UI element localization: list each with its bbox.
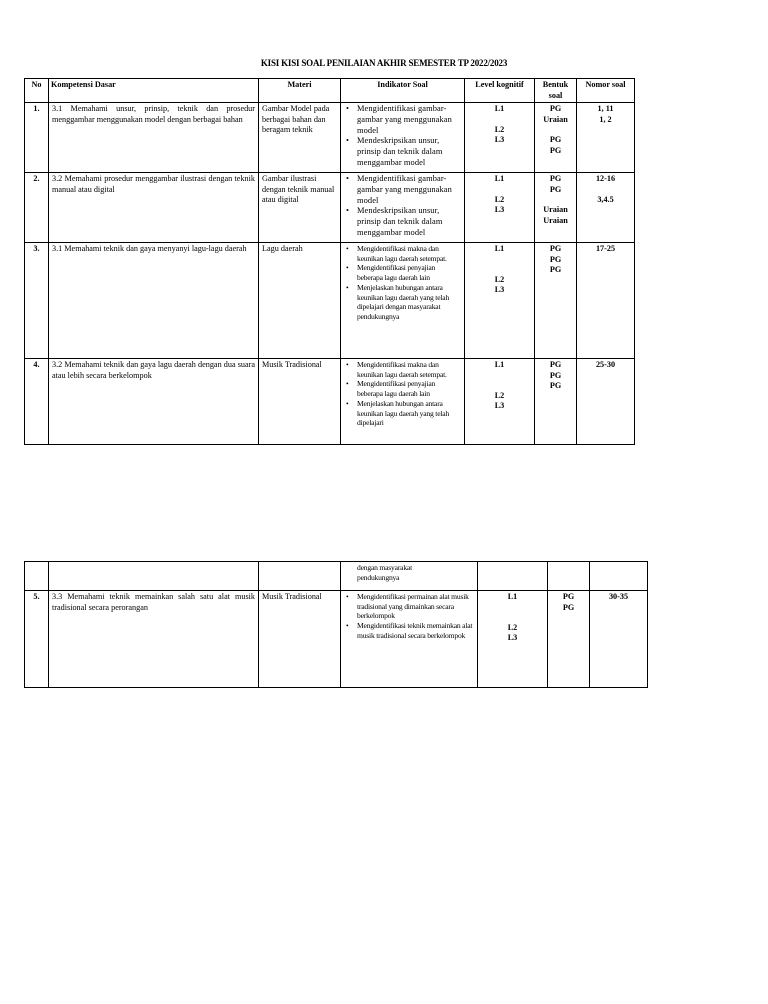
- bentuk-item: PG: [562, 592, 575, 601]
- indikator-item: • Menjelaskan hubungan antara keunikan lagu daerah yang telah dipelajari: [344, 399, 461, 428]
- indikator-item: • Mengidentifikasi teknik memainkan alat musik tradisional secara berkelompok: [344, 621, 474, 640]
- level-kognitif: [465, 243, 535, 359]
- indikator-continuation: dengan masyarakat pendukungnya: [357, 563, 413, 582]
- nomor-item: 17-25: [595, 244, 616, 253]
- header-nomor: Nomor soal: [577, 79, 635, 103]
- kisi-kisi-table-continued: [24, 561, 648, 688]
- level-item: L2: [507, 622, 518, 632]
- header-no: No: [25, 79, 49, 103]
- row-number: [25, 562, 49, 591]
- level-item: L2: [494, 390, 505, 400]
- level-item: L2: [494, 124, 505, 134]
- bentuk-item: PG: [549, 360, 562, 369]
- level-kognitif: [478, 562, 548, 591]
- header-materi: Materi: [259, 79, 341, 103]
- bentuk-item: PG: [549, 135, 562, 144]
- kompetensi-dasar: 3.2 Memahami teknik dan gaya lagu daerah dengan dua suara atau lebih secara berkelompok: [49, 359, 259, 445]
- bentuk-soal: [535, 173, 577, 243]
- nomor-soal: [590, 591, 648, 688]
- row-number: 1.: [25, 103, 49, 173]
- materi: Gambar ilustrasi dengan teknik manual atau digital: [259, 173, 341, 243]
- document-title: KISI KISI SOAL PENILAIAN AKHIR SEMESTER TP 2022/2023: [260, 58, 508, 68]
- level-item: L3: [507, 633, 518, 642]
- table-row: [25, 591, 648, 688]
- indikator-item: • Mengidentifikasi permainan alat musik tradisional yang dimainkan secara berkelompok: [344, 592, 474, 621]
- bentuk-item: PG: [549, 244, 562, 253]
- row-number: 2.: [25, 173, 49, 243]
- nomor-item: 12-16: [595, 174, 616, 183]
- indikator-item: • Menjelaskan hubungan antara keunikan lagu daerah yang telah dipelajari dengan masyarakat pendukungnya: [344, 283, 461, 322]
- nomor-soal: [577, 103, 635, 173]
- bentuk-item: PG: [549, 370, 562, 380]
- row-number: 4.: [25, 359, 49, 445]
- indikator-item: • Mengidentifikasi gambar-gambar yang menggunakan model: [344, 104, 461, 136]
- nomor-item: 1, 2: [599, 114, 612, 124]
- bentuk-soal: [548, 591, 590, 688]
- level-item: L3: [494, 401, 505, 410]
- bentuk-item: PG: [549, 174, 562, 183]
- bentuk-item: PG: [549, 184, 562, 194]
- bentuk-item: PG: [549, 381, 562, 390]
- bentuk-soal: [535, 243, 577, 359]
- level-item: L2: [494, 274, 505, 284]
- header-bentuk: Bentuk soal: [535, 79, 577, 103]
- indikator: [341, 359, 465, 445]
- level-item: L1: [494, 174, 505, 183]
- kompetensi-dasar: 3.1 Memahami unsur, prinsip, teknik dan prosedur menggambar menggunakan model dengan berbagai bahan: [49, 103, 259, 173]
- level-kognitif: [465, 173, 535, 243]
- bentuk-soal: [548, 562, 590, 591]
- kompetensi-dasar: 3.2 Memahami prosedur menggambar ilustrasi dengan teknik manual atau digital: [49, 173, 259, 243]
- level-item: L3: [494, 205, 505, 214]
- level-kognitif: [465, 103, 535, 173]
- indikator-item: • Mendeskripsikan unsur, prinsip dan teknik dalam menggambar model: [344, 136, 461, 168]
- level-item: L1: [494, 360, 505, 369]
- indikator: [341, 591, 478, 688]
- nomor-soal: [577, 243, 635, 359]
- level-item: L1: [494, 244, 505, 253]
- indikator: [341, 562, 478, 591]
- bentuk-item: PG: [549, 265, 562, 274]
- level-kognitif: [465, 359, 535, 445]
- indikator-item: • Mengidentifikasi makna dan keunikan lagu daerah setempat.: [344, 244, 461, 263]
- bentuk-item: PG: [549, 254, 562, 264]
- indikator-item: • Mengidentifikasi makna dan keunikan lagu daerah setempat.: [344, 360, 461, 379]
- header-kompetensi-dasar: Kompetensi Dasar: [49, 79, 259, 103]
- indikator: [341, 173, 465, 243]
- level-item: L1: [494, 104, 505, 113]
- materi: Musik Tradisional: [259, 591, 341, 688]
- nomor-item: 25-30: [595, 360, 616, 369]
- level-kognitif: [478, 591, 548, 688]
- materi: [259, 562, 341, 591]
- bentuk-item: Uraian: [543, 114, 568, 124]
- materi: Gambar Model pada berbagai bahan dan beragam teknik: [259, 103, 341, 173]
- table-header-row: [25, 79, 635, 103]
- kompetensi-dasar: [49, 562, 259, 591]
- indikator-item: • Mendeskripsikan unsur, prinsip dan teknik dalam menggambar model: [344, 206, 461, 238]
- bentuk-soal: [535, 359, 577, 445]
- nomor-item: 30-35: [608, 592, 629, 601]
- bentuk-item: Uraian: [543, 205, 568, 214]
- table-row: [25, 562, 648, 591]
- nomor-item: 1, 11: [597, 104, 614, 113]
- kompetensi-dasar: 3.1 Memahami teknik dan gaya menyanyi lagu-lagu daerah: [49, 243, 259, 359]
- kompetensi-dasar: 3.3 Memahami teknik memainkan salah satu alat musik tradisional secara perorangan: [49, 591, 259, 688]
- level-item: L3: [494, 135, 505, 144]
- bentuk-soal: [535, 103, 577, 173]
- indikator-item: • Mengidentifikasi gambar-gambar yang menggunakan model: [344, 174, 461, 206]
- indikator-item: • Mengidentifikasi penyajian beberapa lagu daerah lain: [344, 379, 461, 398]
- table-row: [25, 103, 635, 173]
- indikator: [341, 243, 465, 359]
- table-row: [25, 359, 635, 445]
- bentuk-item: PG: [562, 602, 575, 612]
- header-indikator: Indikator Soal: [341, 79, 465, 103]
- bentuk-item: Uraian: [543, 215, 568, 225]
- kisi-kisi-table: [24, 78, 635, 445]
- row-number: 5.: [25, 591, 49, 688]
- table-row: [25, 243, 635, 359]
- nomor-soal: [590, 562, 648, 591]
- nomor-item: 3,4.5: [597, 194, 614, 204]
- materi: Musik Tradisional: [259, 359, 341, 445]
- materi: Lagu daerah: [259, 243, 341, 359]
- nomor-soal: [577, 359, 635, 445]
- bentuk-item: PG: [549, 145, 562, 155]
- nomor-soal: [577, 173, 635, 243]
- level-item: L3: [494, 285, 505, 294]
- indikator: [341, 103, 465, 173]
- table-row: [25, 173, 635, 243]
- bentuk-item: PG: [549, 104, 562, 113]
- level-item: L1: [507, 592, 518, 601]
- header-level: Level kognitif: [465, 79, 535, 103]
- row-number: 3.: [25, 243, 49, 359]
- indikator-item: • Mengidentifikasi penyajian beberapa lagu daerah lain: [344, 263, 461, 282]
- level-item: L2: [494, 194, 505, 204]
